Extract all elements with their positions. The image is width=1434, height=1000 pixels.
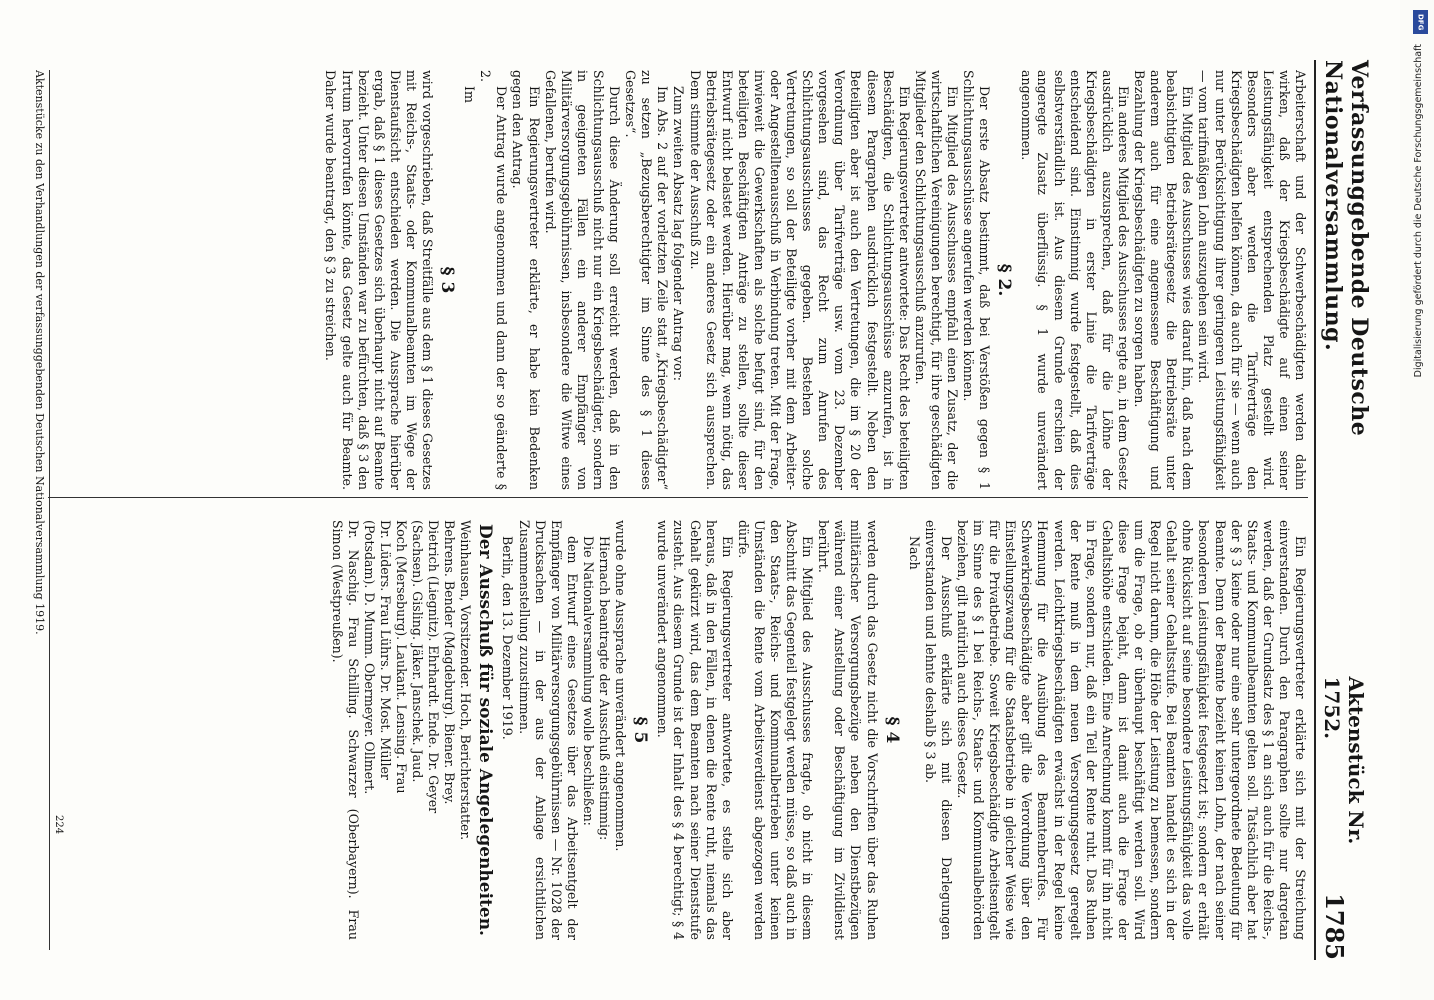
paragraph: Ein Mitglied des Ausschusses empfahl einen Zusatz, der die wirtschaftlichen Vereinigungen berechtigt, für ihre geschädigten Mitglieder den Schlichtungsausschuß anzurufen. bbox=[912, 70, 961, 490]
paragraph: Ein Regierungsvertreter erklärte, er habe kein Bedenken gegen den Antrag. bbox=[510, 70, 542, 490]
date-line: Berlin, den 13. Dezember 1919. bbox=[500, 536, 516, 740]
section-heading-4: § 4 bbox=[881, 716, 902, 744]
paragraph: werden durch das Gesetz nicht die Vorschriften über das Ruhen militärischer Versorgungsbezüge neben den Dienstbezügen während einer Anstellung oder Beschäftigung im Zivildienst berührt. bbox=[816, 520, 880, 940]
dfg-logo-icon: DFG bbox=[1413, 10, 1428, 34]
paragraph: Arbeiterschaft und der Schwerbeschädigten werden dahin wirken, daß der Kriegsbeschädigte auf einen seiner Leistungsfähigkeit entsprechenden Platz gestellt wird. Besonders aber werden die Tarifverträge den Kriegsbeschädigten helfen können, da auch für sie — wenn auch nur unter Berücksichtigung ihrer geringeren Leistungsfähigkeit — vom tarifmäßigen Lohn auszugehen sein wird. bbox=[1196, 70, 1308, 490]
paragraph: Der Antrag wurde angenommen und dann der so geänderte § 2. bbox=[478, 70, 510, 490]
paragraph: Durch diese Änderung soll erreicht werden, daß in den Schlichtungsausschuß nicht nur ein Kriegsbeschädigter, sondern in geeigneten Fällen ein anderer Empfänger von Militärversorgungsgebührnissen, insbesondere die Witwe eines Gefallenen, berufen wird. bbox=[542, 70, 623, 490]
funding-notice-text: Digitalisierung gefördert durch die Deutsche Forschungsgemeinschaft bbox=[1413, 44, 1424, 378]
signature-line: (Potsdam). D. Mumm. Obermeyer. Ollmert. bbox=[361, 520, 377, 795]
resolution-text: dem Entwurf eines Gesetzes über das Arbeitsentgelt der Empfänger von Militärversorgungsgebührnissen — Nr. 1028 der Drucksachen — in der aus der Anlage ersichtlichen Zusammenstellung zuzustimmen. bbox=[516, 520, 580, 940]
sheet-number: 224 bbox=[53, 815, 64, 835]
signature-line: Dietrich (Liegnitz). Ehrhardt. Ende. Dr. Geyer bbox=[426, 520, 442, 814]
right-column bbox=[53, 520, 1308, 940]
paragraph: Ein Mitglied des Ausschusses fragte, ob nicht in diesem Abschnitt das Gegenteil festgelegt werden müsse, so daß auch in den Staats-, Reichs- und Kommunalbetrieben unter keinen Umständen die Rente vom Arbeitsverdienst abgezogen werden dürfe. bbox=[735, 520, 816, 940]
paragraph: Die Nationalversammlung wolle beschließen: bbox=[580, 536, 596, 826]
paragraph: wird vorgeschrieben, daß Streitfälle aus dem § 1 dieses Gesetzes mit Reichs-, Staats- oder Kommunalbeamten im Wege der Dienstaufsicht entschieden werden. Die Aussprache hierüber ergab, daß § 1 dieses Gesetzes sich überhaupt nicht auf Beamte bezieht. Unter diesen Umständen war zu befürchten, daß § 3 den Irrtum hervorrufen könnte, das Gesetz gelte auch für Beamte. Daher wurde beantragt, den § 3 zu streichen. bbox=[323, 70, 436, 490]
column-divider bbox=[48, 497, 1308, 498]
paragraph: Hiernach beantragte der Ausschuß einstimmig: bbox=[597, 536, 613, 841]
paragraph: Der erste Absatz bestimmt, daß bei Verstößen gegen § 1 Schlichtungsausschüsse angerufen werden können. bbox=[961, 70, 993, 490]
paragraph: Der Ausschuß erklärte sich mit diesen Darlegungen einverstanden und lehnte deshalb § 3 ab. bbox=[922, 520, 954, 940]
document-number: Aktenstück Nr. 1752. bbox=[1320, 676, 1368, 845]
page-number: 1785 bbox=[1320, 893, 1349, 960]
paragraph: Im bbox=[462, 86, 478, 103]
paragraph: Ein Regierungsvertreter antwortete, es stelle sich aber heraus, daß in den Fällen, in denen die Rente ruht, niemals das Gehalt gekürzt wird, das dem Beamten nach seiner Dienststufe zusteht. Aus diesem Grunde ist der Inhalt des § 4 berechtigt; § 4 wurde unverändert angenommen. bbox=[655, 520, 735, 940]
signature-line: (Sachsen). Gisling. Jäker. Janschek. Jaud. bbox=[410, 520, 426, 783]
committee-title: Der Ausschuß für soziale Angelegenheiten. bbox=[475, 524, 496, 936]
section-heading-2: § 2. bbox=[994, 263, 1015, 297]
running-head bbox=[1314, 60, 1372, 960]
section-heading-3: § 3 bbox=[437, 266, 458, 294]
quoted-motion: Im Abs. 2 auf der vorletzten Zeile statt „Kriegsbeschädigter“ zu setzen „Bezugsberechtigter im Sinne des § 1 dieses Gesetzes“. bbox=[623, 70, 671, 490]
paragraph: Ein Regierungsvertreter antwortete: Das Recht des beteiligten Beschädigten, die Schlichtungsausschüsse anzurufen, ist in diesem Paragraphen ausdrücklich festgestellt. Neben den Beteiligten aber ist auch den Vertretungen, die im § 20 der Verordnung über Tarifverträge usw. vom 23. Dezember vorgesehen sind, das Recht zum Anrufen des Schlichtungsausschusses gegeben. Bestehen solche Vertretungen, so soll der Beteiligte vorher mit dem Arbeiter- oder Angestelltenausschuß in Verbindung treten. Mit der Frage, inwieweit die Gewerkschaften als solche befugt sind, für den beteiligten Beschäftigten Anträge zu stellen, sollte dieser Entwurf nicht belastet werden. Hierüber mag, wenn nötig, das Betriebsrätegesetz oder ein anderes Gesetz sich aussprechen. Dem stimmte der Ausschuß zu. bbox=[687, 70, 912, 490]
signature-line: Behrens. Bender (Magdeburg). Biener. Brey. bbox=[442, 520, 458, 805]
page-footer bbox=[33, 70, 50, 950]
paragraph: wurde ohne Aussprache unverändert angenommen. bbox=[613, 520, 629, 852]
signature-line: Koch (Merseburg). Laukant. Lensing. Frau bbox=[393, 520, 409, 794]
section-heading-5: § 5 bbox=[630, 716, 651, 744]
signature-line: Weinhausen, Vorsitzender. Hoch, Berichterstatter. bbox=[458, 520, 474, 841]
left-column bbox=[53, 70, 1308, 490]
signature-line: Dr. Naschig. Frau Schilling. Schwarzer (Oberbayern). Frau Simon (Westpreußen). bbox=[329, 520, 361, 940]
assembly-title: Verfassunggebende Deutsche Nationalversammlung. bbox=[1320, 60, 1372, 437]
paragraph: Ein Mitglied des Ausschusses wies darauf hin, daß nach dem beabsichtigten Betriebsrätegesetz die Betriebsräte unter anderem auch für eine angemessene Beschäftigung und Bezahlung der Kriegsbeschädigten zu sorgen haben. bbox=[1132, 70, 1196, 490]
digitization-notice bbox=[1411, 8, 1431, 988]
paragraph: Ein anderes Mitglied des Ausschusses regte an, in dem Gesetz ausdrücklich auszusprechen, daß für die Löhne der Kriegsbeschädigten in erster Linie die Tarifverträge entscheidend sind. Einstimmig wurde festgestellt, daß dies selbstverständlich ist. Aus diesem Grunde erschien der angeregte Zusatz überflüssig. § 1 wurde unverändert angenommen. bbox=[1019, 70, 1131, 490]
footer-text: Aktenstücke zu den Verhandlungen der verfassunggebenden Deutschen Nationalversammlung 1919. bbox=[33, 70, 46, 635]
signature-line: Dr. Lüders. Frau Lührs. Dr. Most. Müller bbox=[377, 520, 393, 780]
paragraph: Nach bbox=[906, 536, 922, 570]
paragraph: Zum zweiten Absatz lag folgender Antrag vor: bbox=[671, 86, 687, 382]
paragraph: Ein Regierungsvertreter erklärte sich mit der Streichung einverstanden. Durch den Paragraphen sollte nur dargetan werden, daß der Grundsatz des § 1 an sich auch für die Reichs-, Staats- und Kommunalbeamten gelten soll. Tatsächlich aber hat der § 3 keine oder nur eine sehr untergeordnete Bedeutung für Beamte. Denn der Beamte bezieht keinen Lohn, der nach seiner besonderen Leistungsfähigkeit festgesetzt ist; sondern er erhält ohne Rücksicht auf seine besondere Leistungsfähigkeit das volle Gehalt seiner Gehaltsstufe. Bei Beamten handelt es sich in der Regel nicht darum, die Höhe der Leistung zu bemessen, sondern um die Frage, ob er überhaupt beschäftigt werden soll. Wird diese Frage bejaht, dann ist damit auch die Frage der Gehaltshöhe entschieden. Eine Anrechnung kommt für ihn nicht in Frage, sondern nur, daß ein Teil der Rente ruht. Das Ruhen der Rente muß in dem neuen Versorgungsgesetz geregelt werden. Leichtkriegsbeschädigten erwächst in der Regel keine Hemmung für die Ausübung des Beamtenberufes. Für Schwerkriegsbeschädigte aber gilt die Verordnung über den Einstellungszwang für die Staatsbetriebe in gleicher Weise wie für die Privatbetriebe. Soweit Kriegsbeschädigte Arbeitsentgelt im Sinne des § 1 bei Reichs-, Staats- und Kommunalbehörden beziehen, gilt natürlich auch dieses Gesetz. bbox=[955, 520, 1308, 940]
